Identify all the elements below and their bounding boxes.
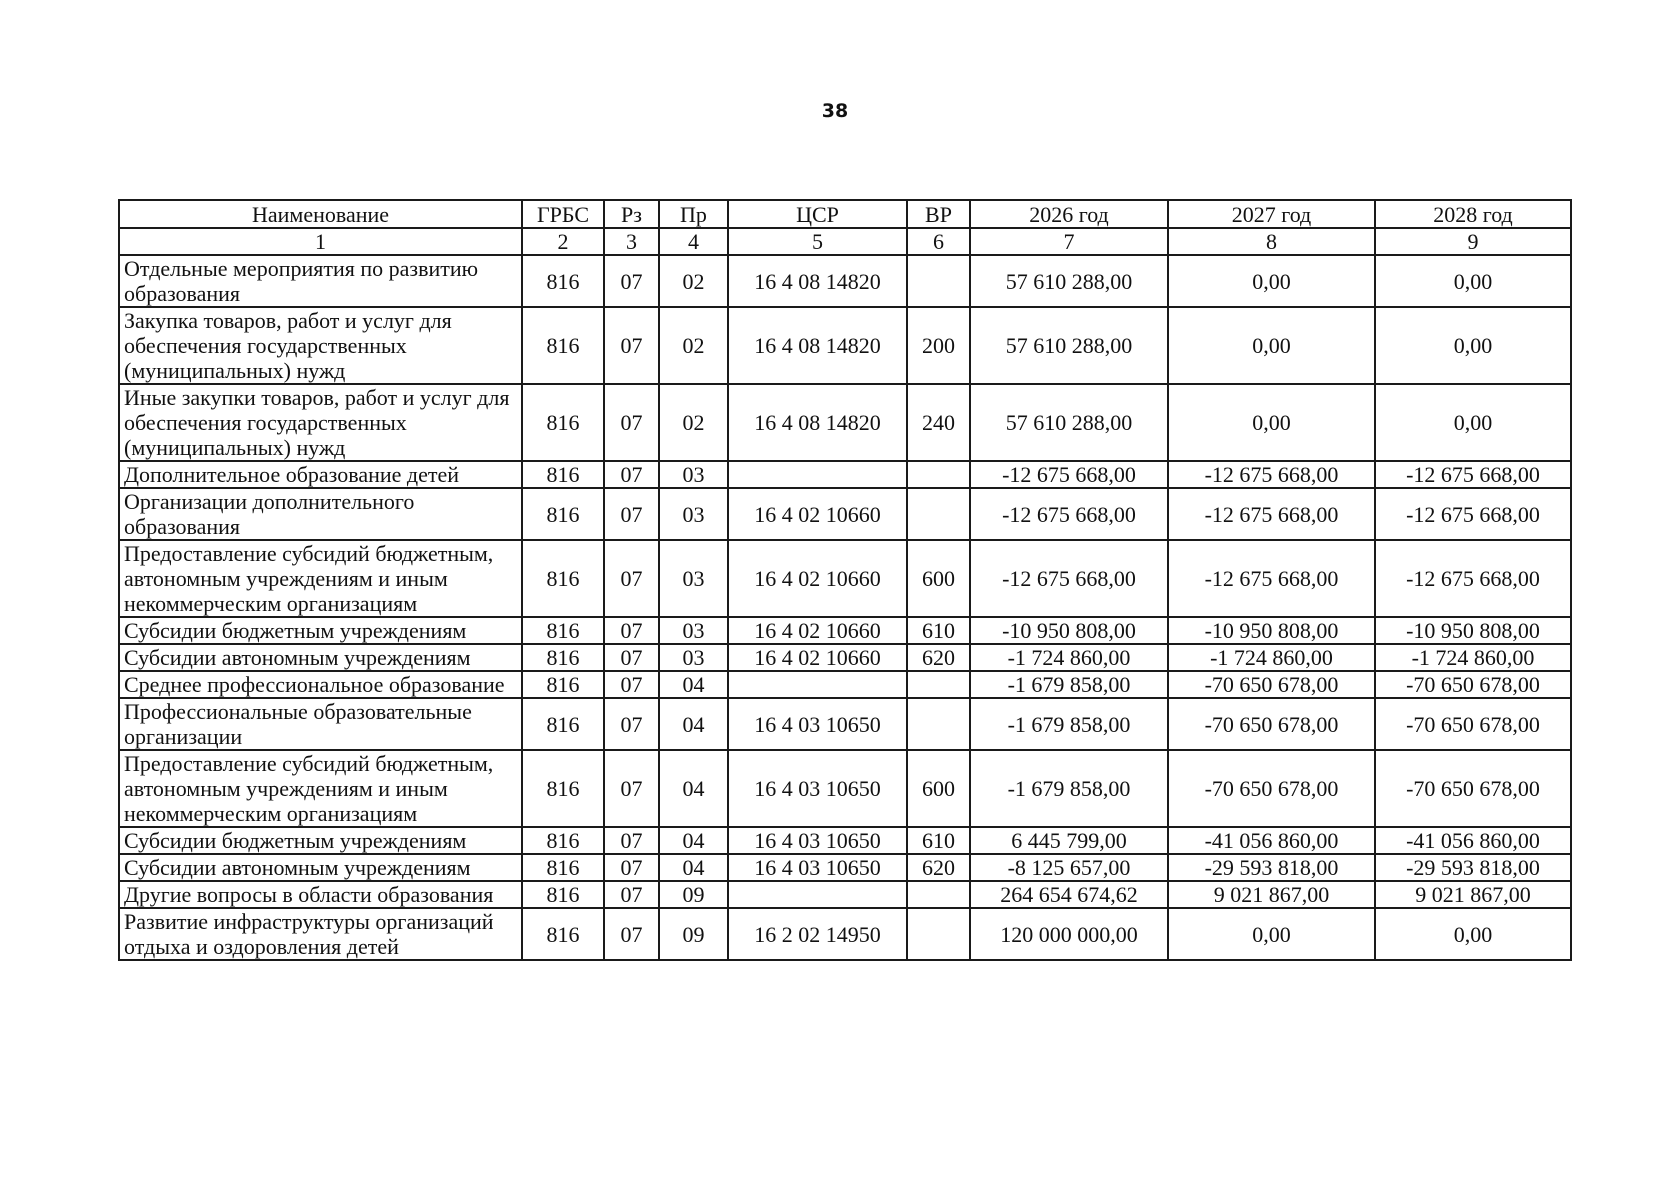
row-csr: 16 4 03 10650 [728, 750, 907, 827]
row-grbs: 816 [522, 671, 604, 698]
row-vr: 610 [907, 827, 970, 854]
row-name: Другие вопросы в области образования [119, 881, 522, 908]
row-2028: -29 593 818,00 [1375, 854, 1571, 881]
row-2026: -1 679 858,00 [970, 671, 1168, 698]
table-row [119, 698, 1571, 750]
header-grbs: ГРБС [522, 200, 604, 228]
row-vr: 240 [907, 384, 970, 461]
row-name: Иные закупки товаров, работ и услуг для обеспечения государственных (муниципальных) нужд [119, 384, 522, 461]
row-pr: 02 [659, 307, 728, 384]
row-grbs: 816 [522, 644, 604, 671]
row-2028: -70 650 678,00 [1375, 671, 1571, 698]
row-rz: 07 [604, 881, 659, 908]
row-name: Профессиональные образовательные организации [119, 698, 522, 750]
row-2028: 0,00 [1375, 255, 1571, 307]
row-pr: 02 [659, 255, 728, 307]
row-name: Предоставление субсидий бюджетным, автономным учреждениям и иным некоммерческим организациям [119, 540, 522, 617]
row-pr: 03 [659, 461, 728, 488]
table-row [119, 750, 1571, 827]
row-2028: -70 650 678,00 [1375, 698, 1571, 750]
row-2027: -12 675 668,00 [1168, 488, 1375, 540]
row-2026: 264 654 674,62 [970, 881, 1168, 908]
column-index: 6 [907, 228, 970, 255]
table-row [119, 488, 1571, 540]
row-grbs: 816 [522, 617, 604, 644]
row-2028: -70 650 678,00 [1375, 750, 1571, 827]
table-row [119, 617, 1571, 644]
row-csr: 16 4 03 10650 [728, 854, 907, 881]
row-2027: -29 593 818,00 [1168, 854, 1375, 881]
row-2026: -1 724 860,00 [970, 644, 1168, 671]
row-rz: 07 [604, 854, 659, 881]
header-csr: ЦСР [728, 200, 907, 228]
row-vr [907, 671, 970, 698]
table-row [119, 854, 1571, 881]
row-name: Среднее профессиональное образование [119, 671, 522, 698]
row-pr: 04 [659, 698, 728, 750]
row-vr [907, 908, 970, 960]
row-2026: -1 679 858,00 [970, 750, 1168, 827]
row-2026: -12 675 668,00 [970, 540, 1168, 617]
row-2027: -12 675 668,00 [1168, 540, 1375, 617]
row-csr: 16 4 02 10660 [728, 540, 907, 617]
row-pr: 02 [659, 384, 728, 461]
row-rz: 07 [604, 908, 659, 960]
row-grbs: 816 [522, 255, 604, 307]
row-pr: 03 [659, 617, 728, 644]
row-grbs: 816 [522, 881, 604, 908]
row-csr [728, 881, 907, 908]
row-2027: 9 021 867,00 [1168, 881, 1375, 908]
row-2026: 57 610 288,00 [970, 384, 1168, 461]
row-csr: 16 2 02 14950 [728, 908, 907, 960]
row-name: Отдельные мероприятия по развитию образования [119, 255, 522, 307]
row-grbs: 816 [522, 827, 604, 854]
column-index-row [119, 228, 1571, 255]
table-row [119, 255, 1571, 307]
row-name: Субсидии бюджетным учреждениям [119, 617, 522, 644]
row-rz: 07 [604, 698, 659, 750]
row-2026: 57 610 288,00 [970, 255, 1168, 307]
row-pr: 04 [659, 827, 728, 854]
header-vr: ВР [907, 200, 970, 228]
row-2028: -12 675 668,00 [1375, 461, 1571, 488]
row-grbs: 816 [522, 307, 604, 384]
table-row [119, 461, 1571, 488]
row-2027: 0,00 [1168, 255, 1375, 307]
row-vr: 600 [907, 750, 970, 827]
row-rz: 07 [604, 307, 659, 384]
header-2028: 2028 год [1375, 200, 1571, 228]
row-vr: 600 [907, 540, 970, 617]
row-grbs: 816 [522, 698, 604, 750]
row-grbs: 816 [522, 750, 604, 827]
row-vr [907, 461, 970, 488]
row-vr: 610 [907, 617, 970, 644]
row-2027: -70 650 678,00 [1168, 671, 1375, 698]
row-2027: 0,00 [1168, 908, 1375, 960]
row-grbs: 816 [522, 540, 604, 617]
table-row [119, 827, 1571, 854]
row-pr: 09 [659, 881, 728, 908]
row-2027: -70 650 678,00 [1168, 698, 1375, 750]
row-vr: 200 [907, 307, 970, 384]
row-2026: 57 610 288,00 [970, 307, 1168, 384]
row-vr [907, 881, 970, 908]
column-index: 5 [728, 228, 907, 255]
row-name: Организации дополнительного образования [119, 488, 522, 540]
column-index: 1 [119, 228, 522, 255]
row-2028: 9 021 867,00 [1375, 881, 1571, 908]
row-2028: -12 675 668,00 [1375, 540, 1571, 617]
column-index: 4 [659, 228, 728, 255]
row-name: Субсидии бюджетным учреждениям [119, 827, 522, 854]
row-csr: 16 4 02 10660 [728, 488, 907, 540]
page-number: 38 [821, 100, 849, 122]
row-2028: -10 950 808,00 [1375, 617, 1571, 644]
row-grbs: 816 [522, 461, 604, 488]
row-rz: 07 [604, 617, 659, 644]
row-2027: -1 724 860,00 [1168, 644, 1375, 671]
row-rz: 07 [604, 384, 659, 461]
row-rz: 07 [604, 671, 659, 698]
row-vr: 620 [907, 854, 970, 881]
row-vr [907, 698, 970, 750]
row-csr: 16 4 03 10650 [728, 698, 907, 750]
row-2027: 0,00 [1168, 307, 1375, 384]
row-2026: 6 445 799,00 [970, 827, 1168, 854]
row-grbs: 816 [522, 854, 604, 881]
row-2026: 120 000 000,00 [970, 908, 1168, 960]
row-pr: 03 [659, 644, 728, 671]
row-grbs: 816 [522, 488, 604, 540]
row-name: Закупка товаров, работ и услуг для обеспечения государственных (муниципальных) нужд [119, 307, 522, 384]
row-2028: -41 056 860,00 [1375, 827, 1571, 854]
row-name: Предоставление субсидий бюджетным, автономным учреждениям и иным некоммерческим организациям [119, 750, 522, 827]
row-vr [907, 255, 970, 307]
row-vr [907, 488, 970, 540]
row-pr: 03 [659, 488, 728, 540]
row-pr: 04 [659, 854, 728, 881]
row-2026: -10 950 808,00 [970, 617, 1168, 644]
row-2027: -10 950 808,00 [1168, 617, 1375, 644]
row-rz: 07 [604, 461, 659, 488]
table-row [119, 644, 1571, 671]
column-index: 9 [1375, 228, 1571, 255]
table-row [119, 881, 1571, 908]
row-2028: 0,00 [1375, 908, 1571, 960]
table-row [119, 540, 1571, 617]
row-rz: 07 [604, 255, 659, 307]
row-csr: 16 4 08 14820 [728, 255, 907, 307]
row-2027: 0,00 [1168, 384, 1375, 461]
row-rz: 07 [604, 644, 659, 671]
header-row [119, 200, 1571, 228]
table-body [119, 255, 1571, 960]
row-grbs: 816 [522, 908, 604, 960]
row-rz: 07 [604, 540, 659, 617]
row-csr [728, 461, 907, 488]
row-name: Субсидии автономным учреждениям [119, 854, 522, 881]
row-2027: -41 056 860,00 [1168, 827, 1375, 854]
row-vr: 620 [907, 644, 970, 671]
column-index: 7 [970, 228, 1168, 255]
row-2026: -1 679 858,00 [970, 698, 1168, 750]
row-2028: -1 724 860,00 [1375, 644, 1571, 671]
row-pr: 04 [659, 750, 728, 827]
row-rz: 07 [604, 827, 659, 854]
row-name: Субсидии автономным учреждениям [119, 644, 522, 671]
row-rz: 07 [604, 488, 659, 540]
row-2028: 0,00 [1375, 384, 1571, 461]
row-csr: 16 4 02 10660 [728, 644, 907, 671]
header-name: Наименование [119, 200, 522, 228]
header-2027: 2027 год [1168, 200, 1375, 228]
row-2026: -12 675 668,00 [970, 461, 1168, 488]
row-name: Дополнительное образование детей [119, 461, 522, 488]
row-rz: 07 [604, 750, 659, 827]
column-index: 8 [1168, 228, 1375, 255]
row-2028: 0,00 [1375, 307, 1571, 384]
row-csr: 16 4 08 14820 [728, 307, 907, 384]
row-name: Развитие инфраструктуры организаций отдыха и оздоровления детей [119, 908, 522, 960]
row-csr [728, 671, 907, 698]
row-csr: 16 4 03 10650 [728, 827, 907, 854]
row-pr: 04 [659, 671, 728, 698]
column-index: 3 [604, 228, 659, 255]
column-index: 2 [522, 228, 604, 255]
header-pr: Пр [659, 200, 728, 228]
row-csr: 16 4 08 14820 [728, 384, 907, 461]
row-pr: 03 [659, 540, 728, 617]
header-2026: 2026 год [970, 200, 1168, 228]
table-row [119, 908, 1571, 960]
table-row [119, 671, 1571, 698]
row-2028: -12 675 668,00 [1375, 488, 1571, 540]
table-row [119, 307, 1571, 384]
row-2027: -12 675 668,00 [1168, 461, 1375, 488]
row-2026: -8 125 657,00 [970, 854, 1168, 881]
row-2027: -70 650 678,00 [1168, 750, 1375, 827]
header-rz: Рз [604, 200, 659, 228]
budget-table [118, 199, 1572, 961]
table-row [119, 384, 1571, 461]
row-grbs: 816 [522, 384, 604, 461]
row-csr: 16 4 02 10660 [728, 617, 907, 644]
row-pr: 09 [659, 908, 728, 960]
row-2026: -12 675 668,00 [970, 488, 1168, 540]
